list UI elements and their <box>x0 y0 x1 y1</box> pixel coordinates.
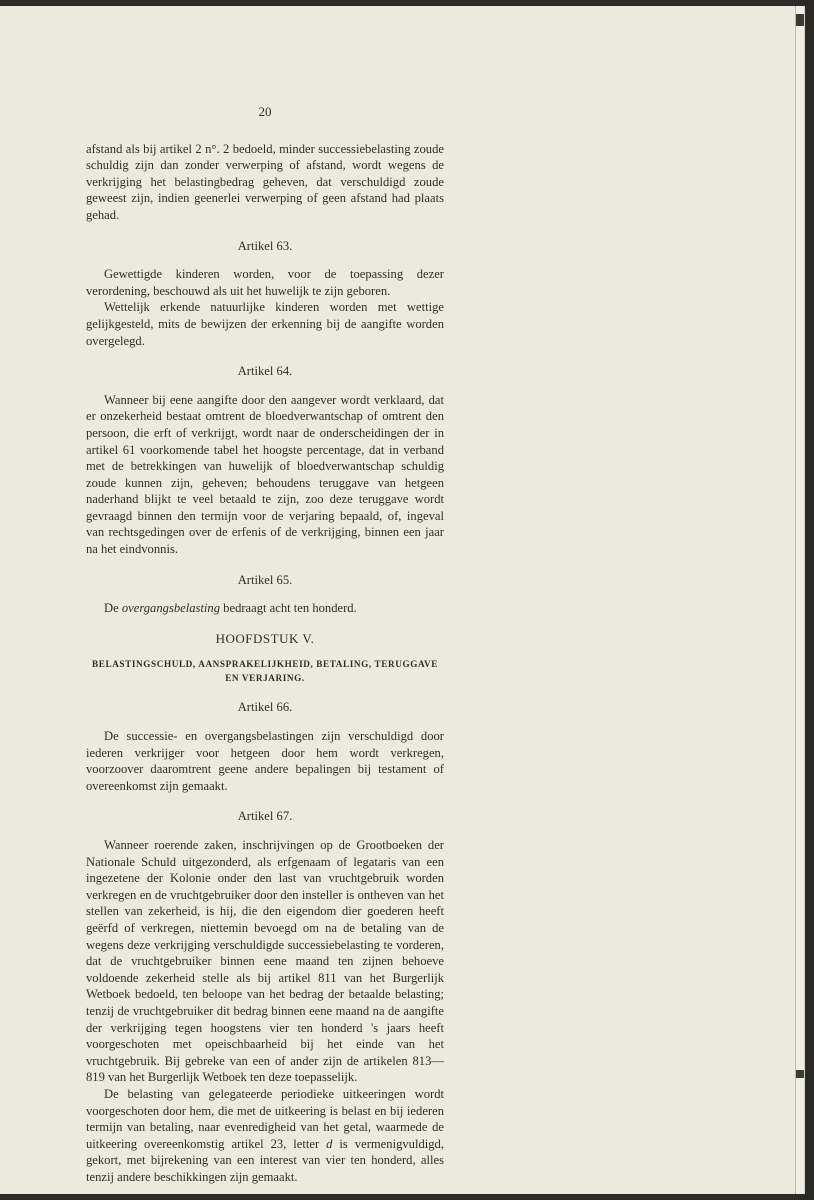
article-heading-64: Artikel 64. <box>237 364 293 379</box>
page-spine-edge <box>795 6 804 1194</box>
paragraph-continuation: afstand als bij artikel 2 n°. 2 bedoeld, minder successiebelasting zoude schuldig zijn dan zonder verwerping of afstand, wordt wegens de verkrijging het belastingbedrag geheven, dat verschuldigd zoude geweest zijn, indien geenerlei verwerping of geen afstand had plaats gehad. <box>86 141 444 222</box>
article-67-p2-text-start: De belasting van gelegateerde periodieke uitkeeringen wordt voorgeschoten door hem, die met de uitkeering is belast en bij iederen termijn van betaling, naar evenredigheid van het getal, waarmede de uitkeering overeenkomstig artikel 23, letter <box>86 1086 444 1151</box>
article-67-paragraph-2 <box>86 1086 444 1186</box>
article-65-text-end: bedraagt acht ten honderd. <box>220 601 357 616</box>
chapter-subtitle-line-2: EN VERJARING. <box>225 673 305 684</box>
article-63-paragraph-1: Gewettigde kinderen worden, voor de toepassing dezer verordening, beschouwd als uit het huwelijk te zijn geboren. <box>86 267 444 298</box>
article-65-paragraph <box>86 600 444 617</box>
article-63-paragraph-2: Wettelijk erkende natuurlijke kinderen worden met wettige gelijkgesteld, mits de bewijzen der erkenning bij de aangifte worden overgelegd. <box>86 300 444 348</box>
chapter-subtitle-line-1: BELASTINGSCHULD, AANSPRAKELIJKHEID, BETALING, TERUGGAVE <box>92 659 438 670</box>
article-heading-65: Artikel 65. <box>237 572 293 587</box>
article-heading-66: Artikel 66. <box>237 700 293 715</box>
chapter-heading: HOOFDSTUK V. <box>215 630 315 646</box>
article-heading-63: Artikel 63. <box>237 238 293 253</box>
article-67-p2-text-end: is vermenigvuldigd, gekort, met bijrekening van een interest van vier ten honderd, alles tenzij andere beschikkingen zijn gemaakt. <box>86 1136 444 1184</box>
document-page <box>0 6 805 1194</box>
article-67-letter: d <box>326 1136 333 1151</box>
page-text-column <box>86 104 444 1185</box>
article-64-paragraph: Wanneer bij eene aangifte door den aangever wordt verklaard, dat er onzekerheid bestaat omtrent de bloedverwantschap of omtrent den persoon, die erft of verkrijgt, wordt naar de onderscheidingen der in artikel 61 voorkomende tabel het hoogste percentage, dat in verband met de betrekkingen van huwelijk of bloedverwantschap schuldig zoude kunnen zijn, geheven; behoudens teruggave van hetgeen naderhand blijkt te veel betaald te zijn, zoo deze teruggave wordt gevraagd binnen den termijn voor de verjaring bepaald, of, ingeval van rechtsgedingen over de erfenis of de verkrijging, binnen een jaar na het eindvonnis. <box>86 392 444 557</box>
scan-mark-top <box>796 14 804 26</box>
article-heading-67: Artikel 67. <box>237 809 293 824</box>
article-66-paragraph: De successie- en overgangsbelastingen zijn verschuldigd door iederen verkrijger voor hetgeen door hem wordt verkregen, voorzoover daaromtrent geene andere bepalingen bij testament of overeenkomst zijn gemaakt. <box>86 729 444 793</box>
chapter-subtitle <box>86 657 444 685</box>
page-number: 20 <box>258 104 272 119</box>
article-67-paragraph-1: Wanneer roerende zaken, inschrijvingen op de Grootboeken der Nationale Schuld uitgezonderd, als erfgenaam of legataris van een ingezetene der Kolonie onder den last van vruchtgebruik worden verkregen en de vruchtgebruiker door den insteller is ontheven van het stellen van zekerheid, is hij, die den eigendom dier goederen heeft geërfd of verkregen, niettemin bevoegd om na de betaling van de wegens deze verkrijging verschuldigde successiebelasting te vorderen, dat de vruchtgebruiker binnen eene maand ten zijnen behoeve voldoende zekerheid stelle als bij artikel 811 van het Burgerlijk Wetboek bedoeld, ten beloope van het bedrag der betaalde belasting; tenzij de vruchtgebruiker dit bedrag binnen eene maand na de aangifte der verkrijging tegen hoogstens vier ten honderd 's jaars heeft voorgeschoten met opeischbaarheid bij het einde van het vruchtgebruik. Bij gebreke van een of ander zijn de artikelen 813—819 van het Burgerlijk Wetboek ten deze toepasselijk. <box>86 838 444 1085</box>
article-65-text-start: De <box>104 601 122 616</box>
scan-mark-bottom <box>796 1070 804 1078</box>
article-65-term: overgangsbelasting <box>121 601 221 616</box>
